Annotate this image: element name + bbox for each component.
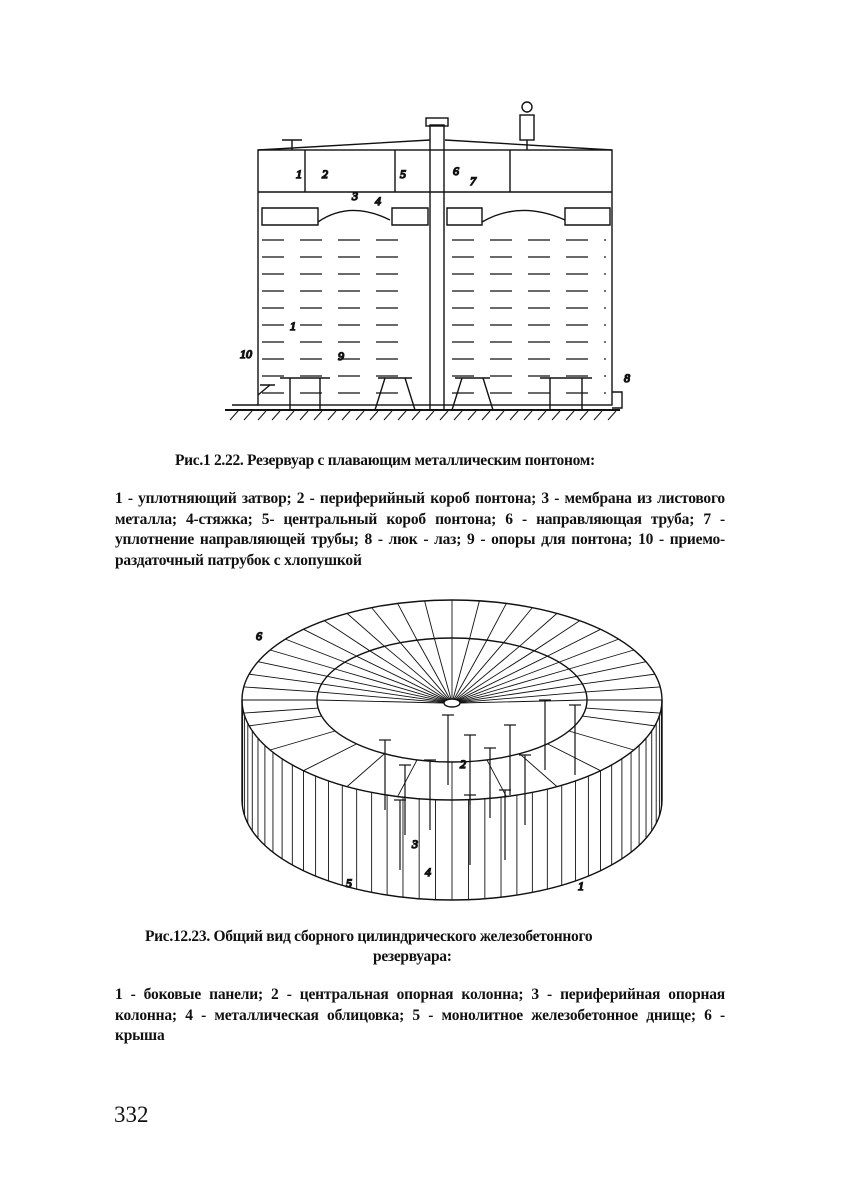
label-4: 4: [375, 194, 381, 208]
roof-panel-joint: [304, 629, 357, 656]
label-1-liquid: 1: [290, 319, 296, 333]
roof-panel-joint: [372, 608, 401, 643]
roof-rib: [357, 656, 447, 700]
roof-panel-joint: [534, 621, 580, 651]
roof-panel-joint: [244, 687, 318, 692]
label-1: 1: [578, 879, 584, 893]
roof-panel-joint: [504, 608, 533, 643]
roof-rib: [417, 640, 450, 699]
roof-rib: [400, 643, 449, 700]
roof-rib: [455, 643, 504, 700]
figure-1-caption: Рис.1 2.22. Резервуар с плавающим металлическим понтоном:: [175, 452, 595, 469]
label-5: 5: [400, 167, 406, 181]
roof-rib: [335, 669, 445, 701]
label-10: 10: [240, 347, 252, 361]
roof-panel-joint: [586, 708, 660, 713]
roof-panel-joint: [244, 708, 318, 713]
label-2: 2: [460, 757, 466, 771]
roof-panel-joint: [547, 629, 600, 656]
figure-2-caption-line1: Рис.12.23. Общий вид сборного цилиндрического железобетонного: [145, 928, 593, 945]
roof-panel-joint: [249, 674, 321, 684]
roof-panel-joint: [470, 601, 480, 639]
roof-panel-joint: [586, 687, 660, 692]
label-7: 7: [470, 174, 476, 188]
label-5: 5: [346, 876, 352, 890]
page-number: 332: [114, 1102, 149, 1127]
roof-panel-joint: [520, 613, 558, 646]
roof-panel-joint: [582, 716, 654, 726]
roof-panels: [242, 600, 662, 800]
label-8: 8: [624, 371, 630, 385]
label-6: 6: [453, 164, 459, 178]
roof-panel-joint: [270, 731, 335, 750]
roof-panel-joint: [347, 613, 385, 646]
columns: [379, 700, 581, 870]
label-9: 9: [338, 349, 344, 363]
roof-rib: [458, 656, 548, 700]
figure-2-caption-line2: резервуара:: [373, 948, 452, 965]
roof-panel-joint: [304, 744, 357, 771]
roof-panel-joint: [285, 639, 345, 662]
label-3: 3: [412, 837, 418, 851]
roof-panel-joint: [582, 674, 654, 684]
label-2: 2: [322, 167, 328, 181]
roof-panel-joint: [347, 754, 385, 787]
roof-panel-joint: [487, 603, 506, 640]
roof-panel-joint: [398, 603, 417, 640]
roof-panel-joint: [547, 744, 600, 771]
roof-center: [444, 699, 460, 707]
label-1: 1: [296, 167, 302, 181]
roof-panel-joint: [249, 716, 321, 726]
roof-rib: [454, 640, 487, 699]
label-3: 3: [352, 189, 358, 203]
label-6: 6: [256, 629, 262, 643]
figure-1-legend: 1 - уплотняющий затвор; 2 - периферийный короб понтона; 3 - мембрана из листового металла; 4-стяжка; 5- центральный короб понтона; 6 - направляющая труба; 7 - уплотнение направляющей трубы; 8 - люк - лаз; 9 - опоры для понтона; 10 - приемо-раздаточный патрубок с хлопушкой: [115, 490, 725, 569]
figure-2-legend: 1 - боковые панели; 2 - центральная опорная колонна; 3 - периферийная опорная колонна; 4 - металлическая облицовка; 5 - монолитное железобетонное днище; 6 - крыша: [115, 986, 725, 1044]
roof-panel-joint: [569, 731, 634, 750]
roof-rib: [459, 669, 569, 701]
roof-panel-joint: [559, 639, 619, 662]
label-4: 4: [425, 865, 431, 879]
roof-panel-joint: [324, 621, 370, 651]
roof-panel-joint: [425, 601, 435, 639]
